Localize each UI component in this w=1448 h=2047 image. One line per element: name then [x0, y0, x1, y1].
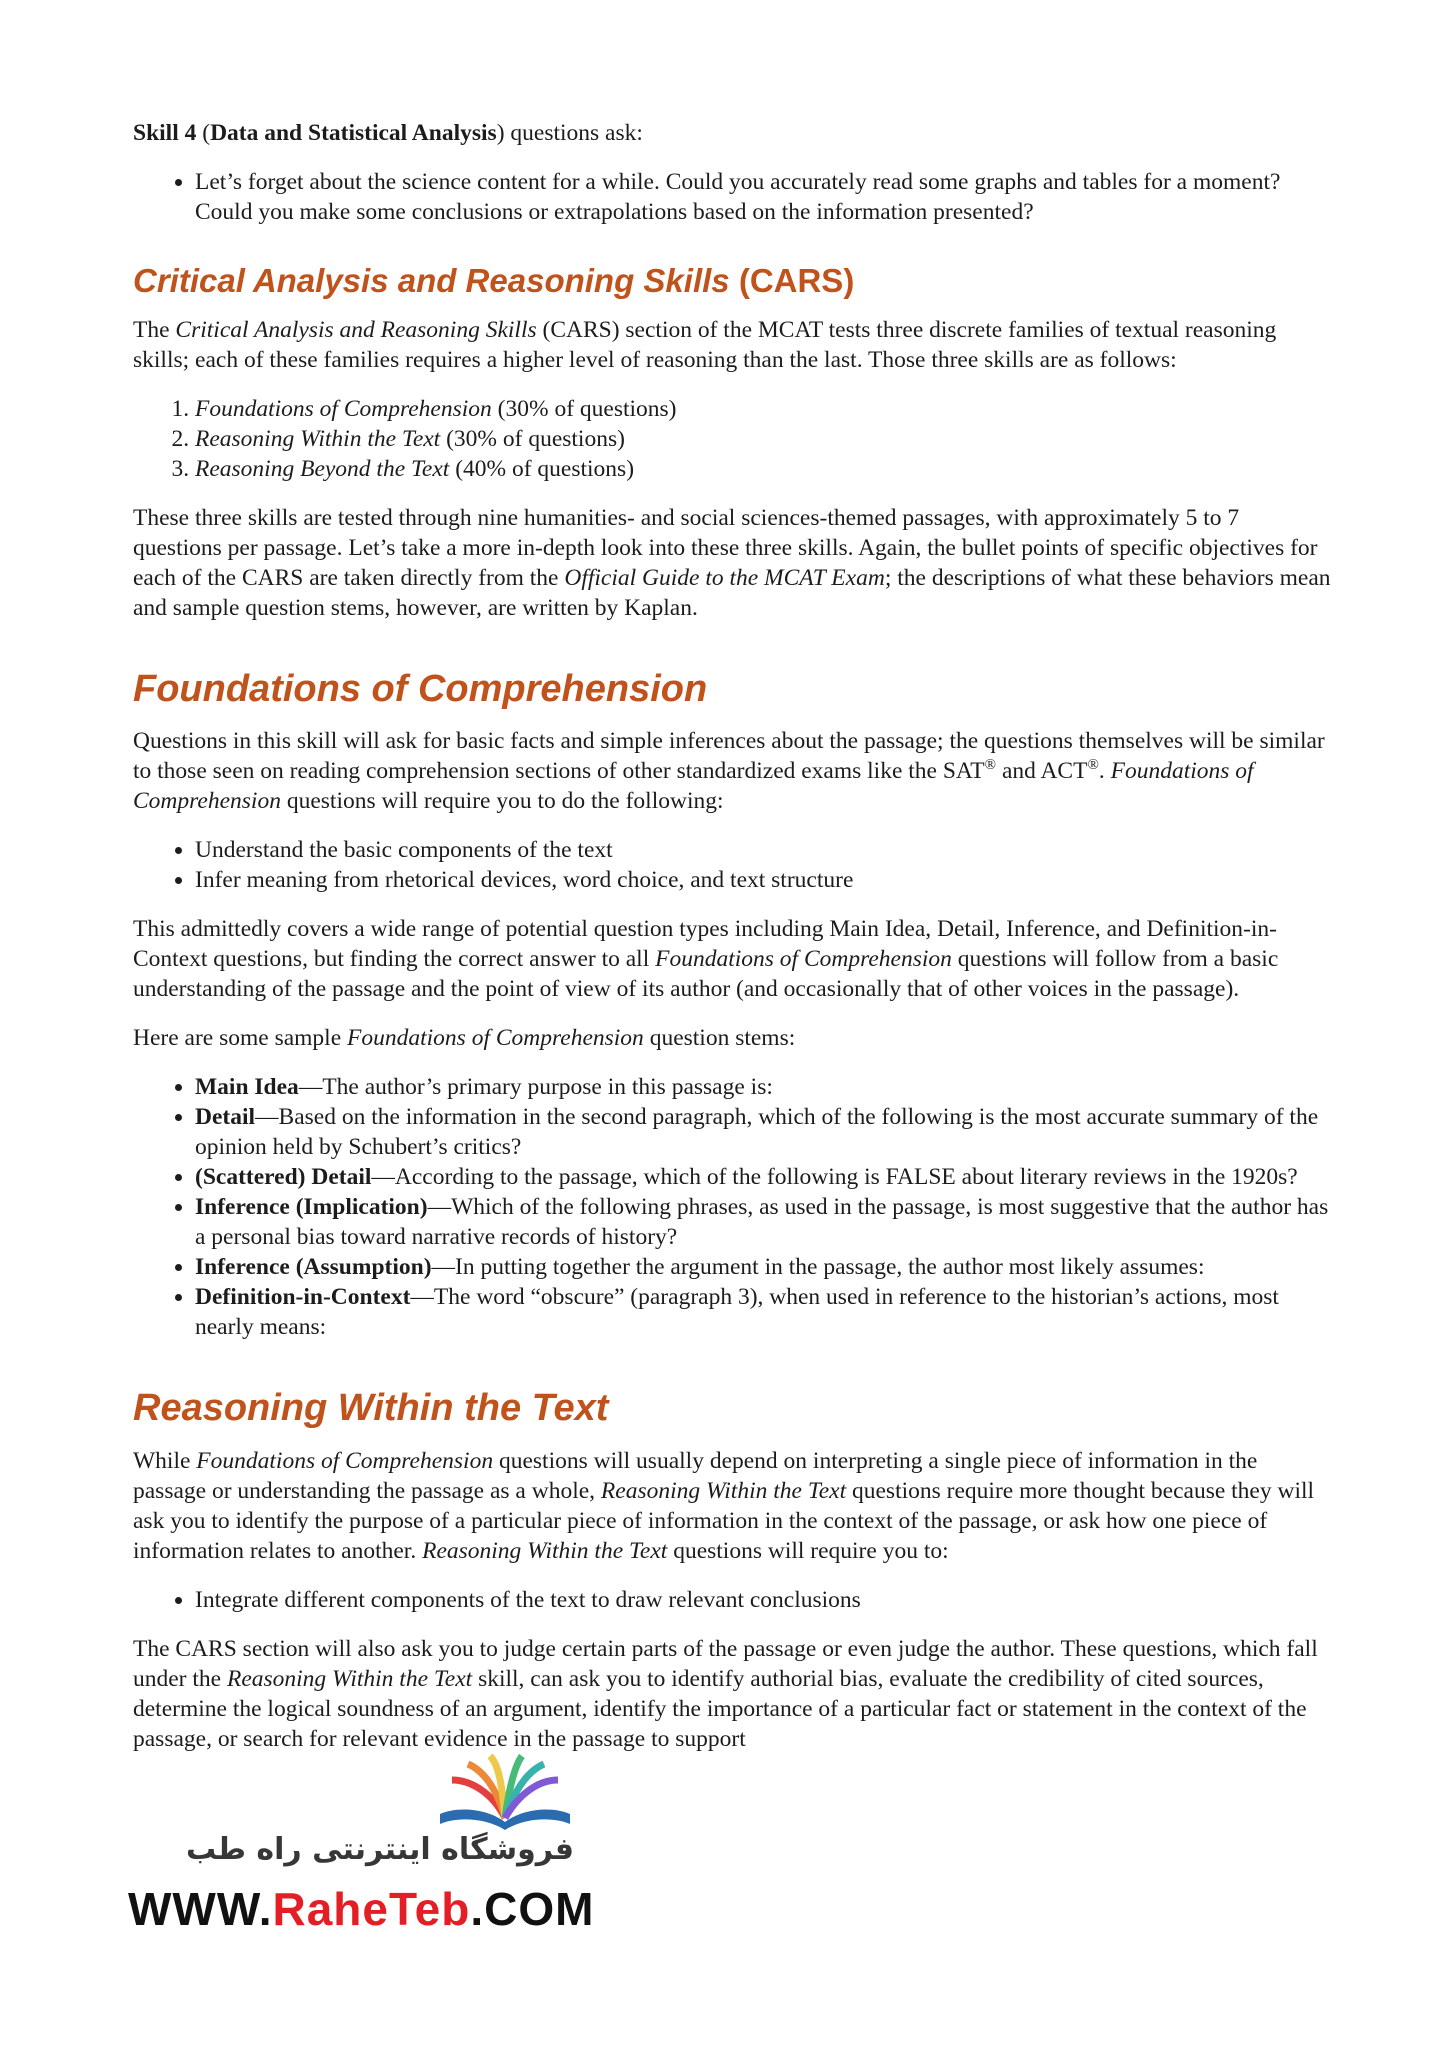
text-run-italic: Critical Analysis and Reasoning Skills [175, 316, 537, 343]
text-run: The [133, 316, 176, 343]
cars-heading-italic: Critical Analysis and Reasoning Skills [133, 262, 730, 299]
text-run: (CARS) section of the MCAT tests three discrete families of textual reasoning skills; each of these families requires a higher level of reasoning than the last. Those three skills are as follows: [133, 316, 1277, 373]
text-run-italic: Reasoning Within the Text [422, 1537, 668, 1564]
text-run: . [1098, 758, 1111, 785]
cars-heading-abbr: (CARS) [729, 262, 855, 299]
within-heading: Reasoning Within the Text [133, 1387, 609, 1430]
stem-text: —Which of the following phrases, as used in the passage, is most suggestive that the author has a personal bias toward narrative records of history? [195, 1194, 1329, 1251]
list-item: • Understand the basic components of the text [195, 835, 1333, 865]
cars-overview-paragraph [133, 503, 1333, 623]
skill4-intro: Skill 4 (Data and Statistical Analysis) questions ask: [133, 120, 643, 146]
text-run: These three skills are tested through nine humanities- and social sciences-themed passages, with approximately 5 to 7 questions per passage. Let’s take a more in-depth look into these three skills. Again, the bullet points of specific objectives for each of the CARS are taken directly from the [133, 504, 1318, 591]
book-logo-icon [430, 1752, 580, 1832]
stem-label: Main Idea [195, 1074, 299, 1101]
list-item: • Let’s forget about the science content for a while. Could you accurately read some graphs and tables for a moment? Could you make some conclusions or extrapolations based on the information presented? [195, 167, 1333, 227]
text-run: and ACT [996, 758, 1088, 785]
cars-heading [133, 261, 1333, 301]
text-run: questions will require you to: [667, 1537, 949, 1564]
within-bullets [133, 1585, 1333, 1615]
stem-text: —In putting together the argument in the passage, the author most likely assumes: [431, 1254, 1205, 1281]
text-run-italic: Foundations of Comprehension [347, 1025, 644, 1052]
list-item [195, 424, 1333, 454]
foundations-range-paragraph [133, 914, 1333, 1004]
text-run: question stems: [643, 1025, 796, 1052]
skill-percentage: (30% of questions) [440, 425, 625, 452]
foundations-intro-paragraph [133, 726, 1333, 816]
stem-label: (Scattered) Detail [195, 1164, 372, 1191]
foundations-bullets [133, 835, 1333, 895]
text-run: skill, can ask you to identify authorial bias, evaluate the credibility of cited sources, determine the logical soundness of an argument, identify the importance of a particular fact or statement in the context of the passage, or search for relevant evidence in the passage to support [133, 1665, 1307, 1752]
skill-percentage: (30% of questions) [491, 395, 677, 422]
stem-label: Definition-in-Context [195, 1284, 411, 1311]
text-run-italic: Reasoning Within the Text [600, 1477, 847, 1504]
skill-name: Reasoning Beyond the Text [195, 455, 450, 482]
text-run: While [133, 1447, 197, 1474]
list-item [195, 394, 1333, 424]
list-item [195, 1072, 1333, 1102]
watermark-url [128, 1882, 594, 1936]
text-run: questions will usually depend on interpreting a single piece of information in the passage or understanding the passage as a whole, [133, 1447, 1258, 1504]
url-prefix: WWW. [128, 1883, 273, 1935]
list-item [195, 1162, 1333, 1192]
text-run: The CARS section will also ask you to judge certain parts of the passage or even judge the author. These questions, which fall under the [133, 1635, 1318, 1692]
text-run-italic: Foundations of Comprehension [655, 946, 952, 973]
stem-label: Detail [195, 1104, 256, 1131]
list-item [195, 1282, 1333, 1342]
registered-mark: ® [984, 757, 997, 774]
text-run: ; the descriptions of what these behaviors mean and sample question stems, however, are written by Kaplan. [133, 564, 1331, 621]
text-run-italic: Foundations of Comprehension [196, 1447, 494, 1474]
skill-name: Foundations of Comprehension [195, 395, 492, 422]
list-item: • Integrate different components of the text to draw relevant conclusions [195, 1585, 1333, 1615]
watermark [120, 1752, 640, 1942]
skill4-label: Skill 4 [133, 120, 197, 146]
cars-skills-list [133, 394, 1333, 484]
text-run: questions will require you to do the following: [280, 788, 724, 815]
text-run-italic: Official Guide to the MCAT Exam [564, 564, 885, 591]
stem-label: Inference (Assumption) [195, 1254, 432, 1281]
question-stems-list [133, 1072, 1333, 1342]
skill4-intro-rest: ) questions ask: [496, 120, 643, 146]
text-run: questions will follow from a basic understanding of the passage and the point of view of its author (and occasionally that of other voices in the passage). [133, 946, 1279, 1003]
list-item [195, 1102, 1333, 1162]
foundations-stems-intro [133, 1023, 1333, 1053]
foundations-heading: Foundations of Comprehension [133, 667, 708, 710]
stem-text: —Based on the information in the second paragraph, which of the following is the most accurate summary of the opinion held by Schubert’s critics? [195, 1104, 1319, 1161]
url-suffix: .COM [470, 1883, 595, 1935]
stem-text: —The word “obscure” (paragraph 3), when used in reference to the historian’s actions, most nearly means: [195, 1284, 1279, 1341]
list-item [195, 1252, 1333, 1282]
list-item [195, 454, 1333, 484]
skill4-name: Data and Statistical Analysis [210, 120, 497, 146]
within-intro-paragraph [133, 1446, 1333, 1566]
text-run: Here are some sample [133, 1025, 348, 1052]
cars-intro-paragraph [133, 315, 1333, 375]
skill4-bullets [133, 167, 1333, 227]
list-item: • Infer meaning from rhetorical devices, word choice, and text structure [195, 865, 1333, 895]
stem-text: —According to the passage, which of the following is FALSE about literary reviews in the 1920s? [371, 1164, 1298, 1191]
text-run: This admittedly covers a wide range of potential question types including Main Idea, Detail, Inference, and Definition-in-Context questions, but finding the correct answer to all [133, 916, 1277, 973]
watermark-persian-text: فروشگاه اینترنتی راه طب [185, 1832, 575, 1867]
stem-text: —The author’s primary purpose in this passage is: [298, 1074, 773, 1101]
list-item [195, 1192, 1333, 1252]
skill-percentage: (40% of questions) [449, 455, 635, 482]
url-brand: RaheTeb [272, 1883, 471, 1935]
text-run-italic: Foundations of Comprehension [133, 758, 1254, 815]
within-judge-paragraph [133, 1634, 1333, 1754]
skill-name: Reasoning Within the Text [195, 425, 441, 452]
registered-mark: ® [1087, 757, 1099, 774]
text-run: Questions in this skill will ask for basic facts and simple inferences about the passage; the questions themselves will be similar to those seen on reading comprehension sections of other standardized exams like the SAT [133, 728, 1325, 785]
text-run-italic: Reasoning Within the Text [226, 1665, 473, 1692]
text-run: questions require more thought because they will ask you to identify the purpose of a particular piece of information in the context of the passage, or ask how one piece of information relates to another. [133, 1477, 1315, 1564]
stem-label: Inference (Implication) [195, 1194, 428, 1221]
document-page [133, 118, 1333, 1773]
